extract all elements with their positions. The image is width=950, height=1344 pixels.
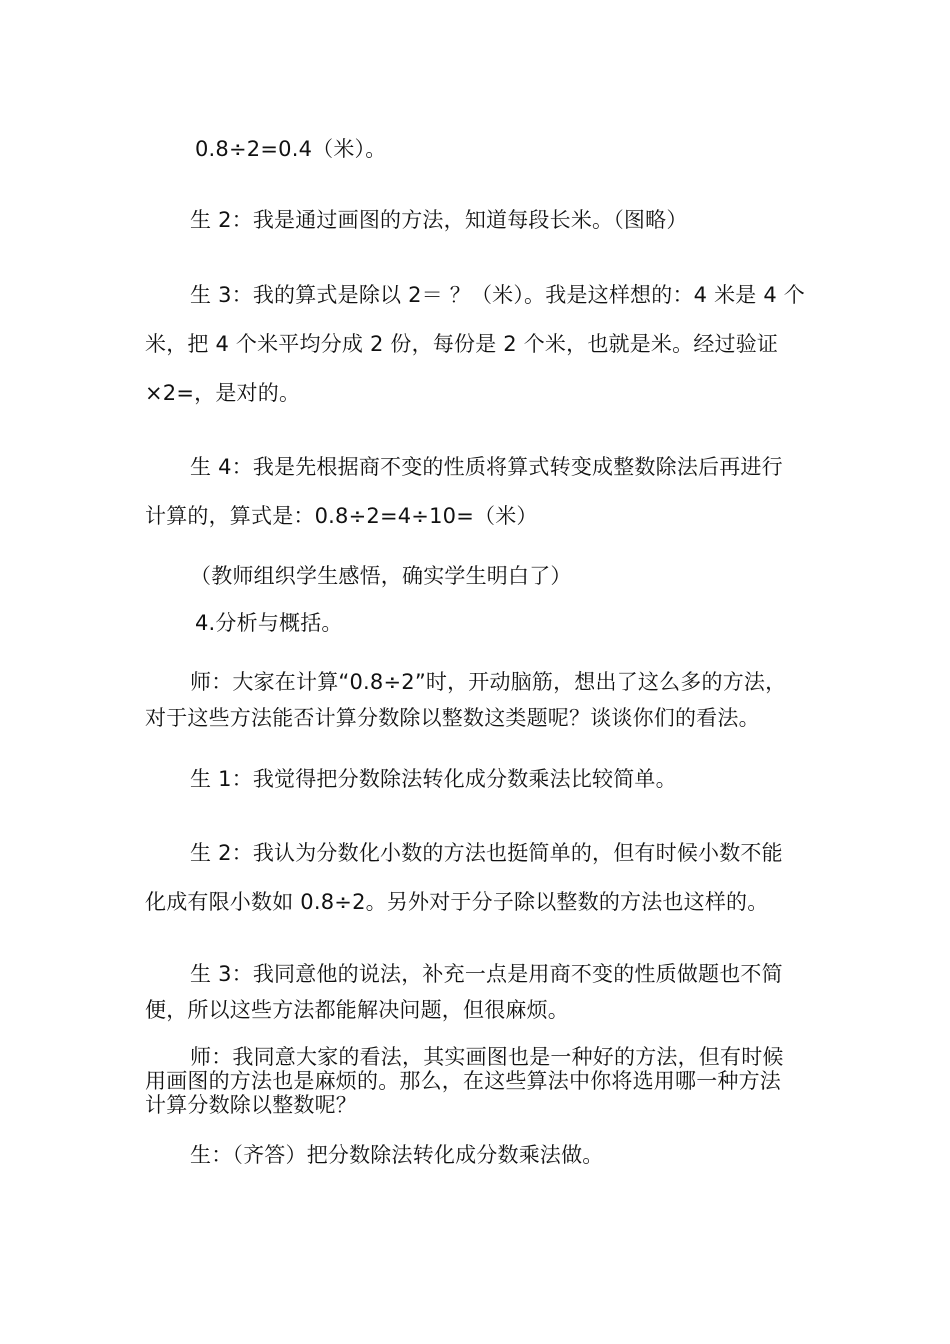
text-line: 师：我同意大家的看法，其实画图也是一种好的方法，但有时候 — [190, 1045, 784, 1069]
text-line: 对于这些方法能否计算分数除以整数这类题呢？谈谈你们的看法。 — [145, 706, 760, 730]
text-line: ×2=，是对的。 — [145, 381, 301, 405]
text-line: 便，所以这些方法都能解决问题，但很麻烦。 — [145, 998, 569, 1022]
text-line: 生：（齐答）把分数除法转化成分数乘法做。 — [190, 1143, 604, 1167]
text-line: 米，把 4 个米平均分成 2 份，每份是 2 个米，也就是米。经过验证 — [145, 332, 779, 356]
text-line: 0.8÷2=0.4（米）。 — [195, 137, 387, 161]
text-line: 计算的，算式是：0.8÷2=4÷10=（米） — [145, 504, 538, 528]
text-line: 生 4：我是先根据商不变的性质将算式转变成整数除法后再进行 — [190, 455, 783, 479]
text-line: （教师组织学生感悟，确实学生明白了） — [190, 564, 572, 588]
text-line: 生 1：我觉得把分数除法转化成分数乘法比较简单。 — [190, 767, 677, 791]
text-line: 用画图的方法也是麻烦的。那么，在这些算法中你将选用哪一种方法 — [145, 1069, 781, 1093]
text-line: 生 3：我的算式是除以 2＝ ？（米）。我是这样想的：4 米是 4 个 — [190, 283, 805, 307]
text-line: 计算分数除以整数呢？ — [145, 1093, 357, 1117]
text-line: 生 2：我是通过画图的方法，知道每段长米。（图略） — [190, 208, 688, 232]
text-line: 生 3：我同意他的说法，补充一点是用商不变的性质做题也不简 — [190, 962, 783, 986]
section-heading: 4.分析与概括。 — [195, 611, 343, 635]
text-line: 师：大家在计算“0.8÷2”时，开动脑筋，想出了这么多的方法， — [190, 670, 787, 694]
text-line: 化成有限小数如 0.8÷2。另外对于分子除以整数的方法也这样的。 — [145, 890, 769, 914]
text-line: 生 2：我认为分数化小数的方法也挺简单的，但有时候小数不能 — [190, 841, 783, 865]
